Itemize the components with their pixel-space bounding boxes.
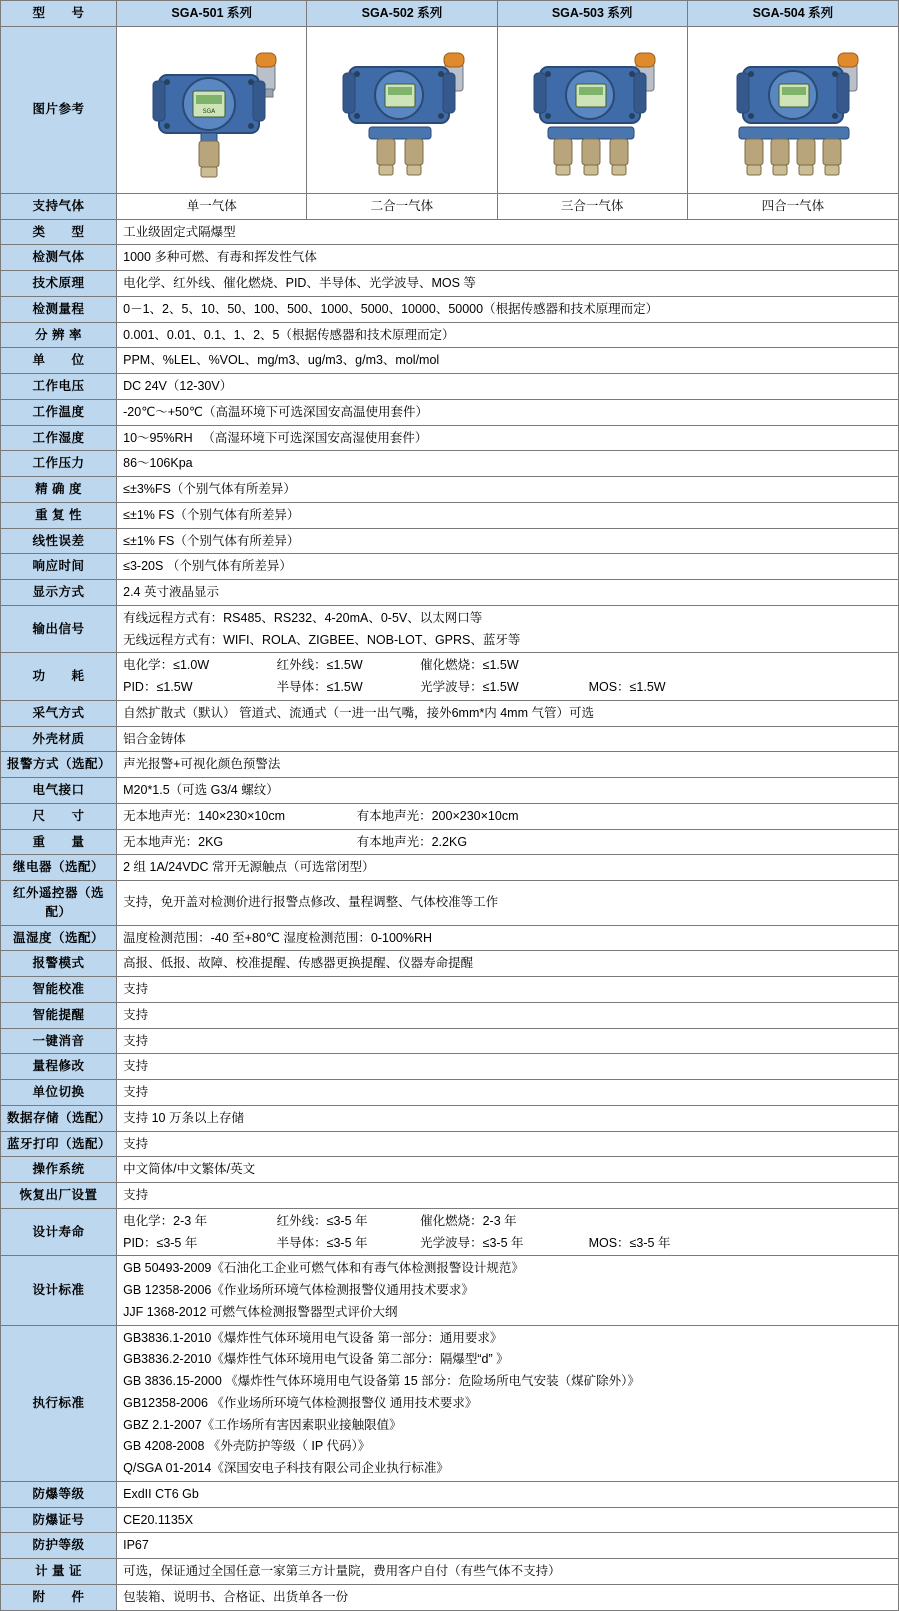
row-label-weight: 重 量 xyxy=(1,829,117,855)
table-row xyxy=(1,726,899,752)
row-value-output-signal xyxy=(117,605,899,653)
power-infrared: 红外线：≤1.5W xyxy=(276,658,363,673)
design-std-line-3: JJF 1368-2012 可燃气体检测报警器型式评价大纲 xyxy=(123,1304,398,1319)
gas-detector-2-icon xyxy=(313,35,493,185)
row-value-voltage: DC 24V（12-30V） xyxy=(117,374,899,400)
row-label-ir-remote-option: 红外遥控器（选配） xyxy=(1,881,117,926)
row-value-unit: PPM、%LEL、%VOL、mg/m3、ug/m3、g/m3、mol/mol xyxy=(117,348,899,374)
table-row-size xyxy=(1,803,899,829)
exec-std-line-2: GB3836.2-2010《爆炸性气体环境用电气设备 第二部分：隔爆型“d” 》 xyxy=(123,1352,509,1367)
life-infrared: 红外线：≤3-5 年 xyxy=(276,1213,368,1228)
size-without-alarm: 无本地声光：140×230×10cm xyxy=(123,808,286,823)
table-row xyxy=(1,399,899,425)
table-row xyxy=(1,925,899,951)
device-image-1 xyxy=(117,26,307,193)
row-value-weight xyxy=(117,829,899,855)
row-value-ex-grade: ExdII CT6 Gb xyxy=(117,1481,899,1507)
weight-with-alarm: 有本地声光：2.2KG xyxy=(356,834,468,849)
table-row xyxy=(1,1131,899,1157)
model-header-2: SGA-502 系列 xyxy=(307,1,497,27)
supported-gas-2: 二合一气体 xyxy=(307,193,497,219)
row-label-unit: 单 位 xyxy=(1,348,117,374)
row-value-linearity: ≤±1% FS（个别气体有所差异） xyxy=(117,528,899,554)
table-row xyxy=(1,451,899,477)
row-label-shell-material: 外壳材质 xyxy=(1,726,117,752)
row-label-voltage: 工作电压 xyxy=(1,374,117,400)
row-label-resolution: 分 辨 率 xyxy=(1,322,117,348)
table-row xyxy=(1,1183,899,1209)
row-value-design-standard xyxy=(117,1256,899,1325)
power-semiconductor: 半导体：≤1.5W xyxy=(276,680,363,694)
power-line-2 xyxy=(123,678,892,697)
table-row xyxy=(1,1080,899,1106)
gas-detector-1-icon xyxy=(123,35,303,185)
life-line-1 xyxy=(123,1212,892,1231)
row-label-accessories: 附 件 xyxy=(1,1584,117,1610)
exec-std-line-6: GB 4208-2008 《外壳防护等级（ IP 代码）》 xyxy=(123,1439,371,1454)
table-row xyxy=(1,1481,899,1507)
row-label-operating-system: 操作系统 xyxy=(1,1157,117,1183)
weight-without-alarm: 无本地声光：2KG xyxy=(123,834,224,849)
table-row-design-standard xyxy=(1,1256,899,1325)
model-header-4: SGA-504 系列 xyxy=(687,1,898,27)
power-catalytic: 催化燃烧：≤1.5W xyxy=(420,658,519,673)
exec-std-line-5: GBZ 2.1-2007《工作场所有害因素职业接触限值》 xyxy=(123,1417,402,1432)
row-label-design-standard: 设计标准 xyxy=(1,1256,117,1325)
row-value-relay-option: 2 组 1A/24VDC 常开无源触点（可选常闭型） xyxy=(117,855,899,881)
row-label-range-modify: 量程修改 xyxy=(1,1054,117,1080)
table-row xyxy=(1,778,899,804)
row-value-display: 2.4 英寸液晶显示 xyxy=(117,580,899,606)
row-label-temp-humidity-option: 温湿度（选配） xyxy=(1,925,117,951)
supported-gas-3: 三合一气体 xyxy=(497,193,687,219)
table-row xyxy=(1,752,899,778)
row-label-execution-standard: 执行标准 xyxy=(1,1325,117,1481)
row-value-principle: 电化学、红外线、催化燃烧、PID、半导体、光学波导、MOS 等 xyxy=(117,271,899,297)
life-semiconductor: 半导体：≤3-5 年 xyxy=(276,1235,368,1250)
table-row xyxy=(1,477,899,503)
row-label-smart-calibration: 智能校准 xyxy=(1,977,117,1003)
row-value-pressure: 86～106Kpa xyxy=(117,451,899,477)
row-value-temperature: -20℃～+50℃（高温环境下可选深国安高温使用套件） xyxy=(117,399,899,425)
life-optical-waveguide: 光学波导：≤3-5 年 xyxy=(420,1235,524,1250)
row-value-resolution: 0.001、0.01、0.1、1、2、5（根据传感器和技术原理而定） xyxy=(117,322,899,348)
table-row-execution-standard xyxy=(1,1325,899,1481)
table-row-weight xyxy=(1,829,899,855)
row-value-metrology-certificate: 可选，保证通过全国任意一家第三方计量院，费用客户自付（有些气体不支持） xyxy=(117,1559,899,1585)
row-label-detect-gas: 检测气体 xyxy=(1,245,117,271)
row-value-unit-switch: 支持 xyxy=(117,1080,899,1106)
row-label-model: 型 号 xyxy=(1,1,117,27)
row-value-power xyxy=(117,653,899,701)
table-row xyxy=(1,1002,899,1028)
design-std-line-2: GB 12358-2006《作业场所环境气体检测报警仪通用技术要求》 xyxy=(123,1283,474,1297)
table-row xyxy=(1,348,899,374)
size-with-alarm: 有本地声光：200×230×10cm xyxy=(356,808,519,823)
row-label-sampling: 采气方式 xyxy=(1,700,117,726)
table-row-images xyxy=(1,26,899,193)
row-value-type: 工业级固定式隔爆型 xyxy=(117,219,899,245)
row-label-smart-reminder: 智能提醒 xyxy=(1,1002,117,1028)
row-value-range-modify: 支持 xyxy=(117,1054,899,1080)
output-line-2: 无线远程方式有：WIFI、ROLA、ZIGBEE、NOB-LOT、GPRS、蓝牙等 xyxy=(123,632,521,647)
row-label-temperature: 工作温度 xyxy=(1,399,117,425)
power-line-1 xyxy=(123,656,892,675)
life-mos: MOS：≤3-5 年 xyxy=(588,1235,671,1250)
table-row xyxy=(1,580,899,606)
row-value-response-time: ≤3-20S （个别气体有所差异） xyxy=(117,554,899,580)
row-value-design-life xyxy=(117,1208,899,1256)
row-label-output-signal: 输出信号 xyxy=(1,605,117,653)
row-label-range: 检测量程 xyxy=(1,296,117,322)
row-label-design-life: 设计寿命 xyxy=(1,1208,117,1256)
row-label-ex-grade: 防爆等级 xyxy=(1,1481,117,1507)
gas-detector-3-icon xyxy=(504,35,684,185)
row-value-electrical-interface: M20*1.5（可选 G3/4 螺纹） xyxy=(117,778,899,804)
device-image-2 xyxy=(307,26,497,193)
row-label-unit-switch: 单位切换 xyxy=(1,1080,117,1106)
output-line-1: 有线远程方式有：RS485、RS232、4-20mA、0-5V、以太网口等 xyxy=(123,610,483,625)
row-value-shell-material: 铝合金铸体 xyxy=(117,726,899,752)
row-label-electrical-interface: 电气接口 xyxy=(1,778,117,804)
row-value-humidity: 10～95%RH （高湿环境下可选深国安高湿使用套件） xyxy=(117,425,899,451)
table-row xyxy=(1,700,899,726)
row-label-display: 显示方式 xyxy=(1,580,117,606)
row-value-detect-gas: 1000 多种可燃、有毒和挥发性气体 xyxy=(117,245,899,271)
row-label-bluetooth-print-option: 蓝牙打印（选配） xyxy=(1,1131,117,1157)
row-value-one-key-mute: 支持 xyxy=(117,1028,899,1054)
row-value-ip-grade: IP67 xyxy=(117,1533,899,1559)
table-row xyxy=(1,1028,899,1054)
row-label-power: 功 耗 xyxy=(1,653,117,701)
life-line-2 xyxy=(123,1234,892,1253)
row-value-ex-certificate: CE20.1135X xyxy=(117,1507,899,1533)
table-row-design-life xyxy=(1,1208,899,1256)
power-optical-waveguide: 光学波导：≤1.5W xyxy=(420,680,519,694)
row-value-sampling: 自然扩散式（默认） 管道式、流通式（一进一出气嘴，接外6mm*内 4mm 气管）可选 xyxy=(117,700,899,726)
row-value-factory-reset: 支持 xyxy=(117,1183,899,1209)
table-row xyxy=(1,1054,899,1080)
row-value-bluetooth-print-option: 支持 xyxy=(117,1131,899,1157)
row-label-data-storage-option: 数据存储（选配） xyxy=(1,1105,117,1131)
row-label-size: 尺 寸 xyxy=(1,803,117,829)
row-label-image-reference: 图片参考 xyxy=(1,26,117,193)
svg-text:SGA: SGA xyxy=(202,107,216,115)
gas-detector-4-icon xyxy=(703,35,883,185)
device-image-4 xyxy=(687,26,898,193)
model-header-3: SGA-503 系列 xyxy=(497,1,687,27)
row-value-repeatability: ≤±1% FS（个别气体有所差异） xyxy=(117,502,899,528)
row-value-accessories: 包装箱、说明书、合格证、出货单各一份 xyxy=(117,1584,899,1610)
table-row xyxy=(1,1584,899,1610)
row-value-range: 0－1、2、5、10、50、100、500、1000、5000、10000、50000（根据传感器和技术原理而定） xyxy=(117,296,899,322)
row-label-principle: 技术原理 xyxy=(1,271,117,297)
row-label-relay-option: 继电器（选配） xyxy=(1,855,117,881)
row-label-type: 类 型 xyxy=(1,219,117,245)
row-label-response-time: 响应时间 xyxy=(1,554,117,580)
row-label-alarm-modes: 报警模式 xyxy=(1,951,117,977)
table-row xyxy=(1,271,899,297)
power-mos: MOS：≤1.5W xyxy=(588,680,666,694)
row-label-repeatability: 重 复 性 xyxy=(1,502,117,528)
table-row xyxy=(1,1507,899,1533)
table-row xyxy=(1,322,899,348)
table-row-supported-gas xyxy=(1,193,899,219)
row-value-size xyxy=(117,803,899,829)
table-row xyxy=(1,1157,899,1183)
table-row xyxy=(1,374,899,400)
exec-std-line-4: GB12358-2006 《作业场所环境气体检测报警仪 通用技术要求》 xyxy=(123,1395,478,1410)
power-electrochemical: 电化学：≤1.0W xyxy=(123,658,210,673)
table-row-model xyxy=(1,1,899,27)
table-row xyxy=(1,1533,899,1559)
table-row xyxy=(1,855,899,881)
table-row xyxy=(1,219,899,245)
row-value-alarm-modes: 高报、低报、故障、校准提醒、传感器更换提醒、仪器寿命提醒 xyxy=(117,951,899,977)
row-value-temp-humidity-option: 温度检测范围：-40 至+80℃ 湿度检测范围：0-100%RH xyxy=(117,925,899,951)
supported-gas-1: 单一气体 xyxy=(117,193,307,219)
table-row xyxy=(1,245,899,271)
device-image-3 xyxy=(497,26,687,193)
row-label-pressure: 工作压力 xyxy=(1,451,117,477)
row-label-alarm-mode-option: 报警方式（选配） xyxy=(1,752,117,778)
row-label-metrology-certificate: 计 量 证 xyxy=(1,1559,117,1585)
power-pid: PID：≤1.5W xyxy=(123,680,193,694)
row-value-ir-remote-option: 支持，免开盖对检测价进行报警点修改、量程调整、气体校准等工作 xyxy=(117,881,899,926)
row-label-supported-gas: 支持气体 xyxy=(1,193,117,219)
row-label-accuracy: 精 确 度 xyxy=(1,477,117,503)
table-row xyxy=(1,554,899,580)
exec-std-line-3: GB 3836.15-2000 《爆炸性气体环境用电气设备第 15 部分：危险场所电气安装（煤矿除外）》 xyxy=(123,1374,640,1388)
table-row xyxy=(1,296,899,322)
row-value-execution-standard xyxy=(117,1325,899,1481)
exec-std-line-7: Q/SGA 01-2014《深国安电子科技有限公司企业执行标准》 xyxy=(123,1461,449,1475)
row-label-one-key-mute: 一键消音 xyxy=(1,1028,117,1054)
table-row xyxy=(1,1105,899,1131)
table-row xyxy=(1,502,899,528)
table-row xyxy=(1,951,899,977)
row-label-humidity: 工作湿度 xyxy=(1,425,117,451)
life-catalytic: 催化燃烧：2-3 年 xyxy=(420,1213,517,1228)
table-row xyxy=(1,425,899,451)
row-value-accuracy: ≤±3%FS（个别气体有所差异） xyxy=(117,477,899,503)
design-std-line-1: GB 50493-2009《石油化工企业可燃气体和有毒气体检测报警设计规范》 xyxy=(123,1261,524,1276)
row-value-alarm-mode-option: 声光报警+可视化颜色预警法 xyxy=(117,752,899,778)
table-row-power xyxy=(1,653,899,701)
row-value-operating-system: 中文简体/中文繁体/英文 xyxy=(117,1157,899,1183)
row-value-smart-reminder: 支持 xyxy=(117,1002,899,1028)
table-row xyxy=(1,528,899,554)
row-label-ip-grade: 防护等级 xyxy=(1,1533,117,1559)
model-header-1: SGA-501 系列 xyxy=(117,1,307,27)
life-pid: PID：≤3-5 年 xyxy=(123,1235,198,1250)
table-row-output-signal xyxy=(1,605,899,653)
row-value-smart-calibration: 支持 xyxy=(117,977,899,1003)
life-electrochemical: 电化学：2-3 年 xyxy=(123,1213,208,1228)
supported-gas-4: 四合一气体 xyxy=(687,193,898,219)
table-row xyxy=(1,881,899,926)
row-label-linearity: 线性误差 xyxy=(1,528,117,554)
row-value-data-storage-option: 支持 10 万条以上存储 xyxy=(117,1105,899,1131)
table-row xyxy=(1,977,899,1003)
row-label-factory-reset: 恢复出厂设置 xyxy=(1,1183,117,1209)
exec-std-line-1: GB3836.1-2010《爆炸性气体环境用电气设备 第一部分：通用要求》 xyxy=(123,1330,503,1345)
row-label-ex-certificate: 防爆证号 xyxy=(1,1507,117,1533)
table-row xyxy=(1,1559,899,1585)
